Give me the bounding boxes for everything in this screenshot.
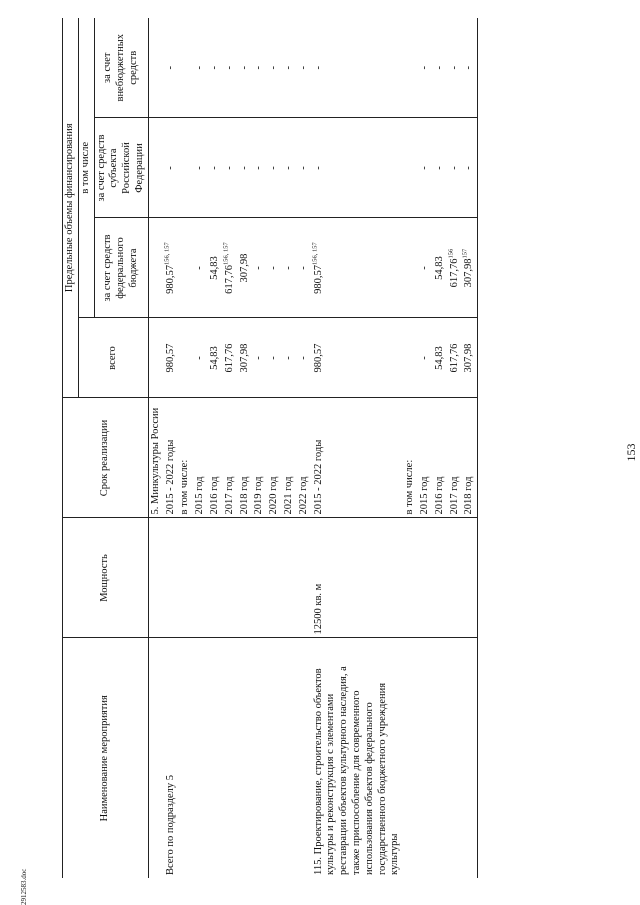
- cell-term-text: 2017 год: [223, 476, 235, 515]
- cell-federal: [418, 218, 433, 318]
- cell-term: [178, 398, 193, 518]
- cell-name: [418, 638, 433, 878]
- cell-capacity: [223, 518, 238, 638]
- cell-capacity: [448, 518, 463, 638]
- cell-total: [433, 318, 448, 398]
- cell-federal: [252, 218, 267, 318]
- col-header-capacity: Мощность: [63, 518, 149, 638]
- cell-term: [403, 398, 418, 518]
- cell-federal: [433, 218, 448, 318]
- cell-regional-text: -: [268, 166, 280, 170]
- cell-extrabudget-text: -: [418, 66, 430, 70]
- table-row: [148, 18, 163, 878]
- cell-total-text: 617,76: [223, 343, 235, 373]
- cell-regional-text: -: [282, 166, 294, 170]
- cell-total-text: -: [418, 356, 430, 360]
- cell-federal: [223, 218, 238, 318]
- cell-term-text: в том числе:: [404, 459, 416, 515]
- cell-term-text: 2015 год: [194, 476, 206, 515]
- cell-extrabudget: [208, 18, 223, 118]
- cell-extrabudget: [223, 18, 238, 118]
- cell-federal: [267, 218, 282, 318]
- cell-total-text: 307,98: [463, 343, 475, 373]
- cell-name-text: 115. Проектирование, строительство объектов культуры и реконструкция с элементами реставрации объектов культурного наследия, а также приспособление для современного использования объектов федерального государственного бюджетного учреждения культуры: [312, 666, 401, 875]
- cell-total-text: 980,57: [164, 343, 176, 373]
- cell-total-text: 54,83: [433, 346, 445, 370]
- cell-extrabudget: [403, 18, 418, 118]
- cell-federal: [297, 218, 312, 318]
- table-row: [164, 18, 179, 878]
- cell-extrabudget-text: -: [448, 66, 460, 70]
- cell-term-text: 2018 год: [463, 476, 475, 515]
- cell-extrabudget-text: -: [268, 66, 280, 70]
- cell-regional: [418, 118, 433, 218]
- cell-name: [403, 638, 418, 878]
- cell-regional-text: -: [238, 166, 250, 170]
- cell-extrabudget: [267, 18, 282, 118]
- cell-capacity: [193, 518, 208, 638]
- cell-capacity-text: 12500 кв. м: [312, 583, 324, 635]
- cell-regional: [297, 118, 312, 218]
- cell-capacity: [238, 518, 253, 638]
- table-row: [223, 18, 238, 878]
- cell-term: [164, 398, 179, 518]
- cell-regional-text: -: [253, 166, 265, 170]
- cell-capacity: [462, 518, 477, 638]
- table-row: [238, 18, 253, 878]
- cell-term: [312, 398, 404, 518]
- cell-federal: [282, 218, 297, 318]
- cell-extrabudget-text: -: [282, 66, 294, 70]
- table-row: [252, 18, 267, 878]
- cell-capacity: [282, 518, 297, 638]
- cell-total-text: -: [282, 356, 294, 360]
- cell-federal-text: 307,98: [463, 258, 475, 288]
- cell-federal: [403, 218, 418, 318]
- cell-total: [282, 318, 297, 398]
- footnote-ref: 156, 157: [222, 242, 230, 265]
- cell-total: [223, 318, 238, 398]
- cell-extrabudget-text: -: [433, 66, 445, 70]
- cell-total-text: 980,57: [312, 343, 324, 373]
- table-row: [297, 18, 312, 878]
- cell-total: [267, 318, 282, 398]
- cell-extrabudget-text: -: [208, 66, 220, 70]
- cell-extrabudget: [312, 18, 404, 118]
- cell-term-text: 2016 год: [433, 476, 445, 515]
- cell-federal-text: 54,83: [208, 256, 220, 280]
- cell-capacity: [267, 518, 282, 638]
- cell-federal-text: -: [268, 266, 280, 270]
- cell-total: [418, 318, 433, 398]
- cell-capacity: [148, 518, 163, 638]
- cell-capacity: [403, 518, 418, 638]
- cell-regional: [448, 118, 463, 218]
- col-header-including: в том числе: [78, 18, 94, 318]
- cell-regional: [433, 118, 448, 218]
- cell-extrabudget: [433, 18, 448, 118]
- cell-extrabudget: [418, 18, 433, 118]
- cell-term: [208, 398, 223, 518]
- cell-regional: [148, 118, 163, 218]
- col-header-federal: за счет средств федерального бюджета: [94, 218, 148, 318]
- cell-capacity: [252, 518, 267, 638]
- table-row: [433, 18, 448, 878]
- cell-total-text: 617,76: [448, 343, 460, 373]
- footnote-ref: 156, 157: [311, 242, 319, 265]
- cell-extrabudget: [282, 18, 297, 118]
- cell-term: [193, 398, 208, 518]
- file-name: 2912583.doc: [20, 868, 28, 905]
- cell-extrabudget-text: -: [223, 66, 235, 70]
- cell-regional-text: -: [433, 166, 445, 170]
- cell-extrabudget: [448, 18, 463, 118]
- col-header-regional: за счет средств субъекта Российской Федерации: [94, 118, 148, 218]
- cell-federal: [448, 218, 463, 318]
- cell-extrabudget-text: -: [164, 66, 176, 70]
- col-header-financing: Предельные объемы финансирования: [63, 18, 79, 398]
- financing-table: [62, 18, 478, 878]
- cell-regional-text: -: [312, 166, 324, 170]
- cell-term-text: 5. Минкультуры России: [149, 407, 161, 515]
- cell-federal-text: -: [418, 266, 430, 270]
- cell-term-text: в том числе:: [179, 459, 191, 515]
- cell-federal: [462, 218, 477, 318]
- cell-name: [208, 638, 223, 878]
- cell-term-text: 2015 - 2022 годы: [164, 439, 176, 515]
- cell-regional: [164, 118, 179, 218]
- cell-term: [267, 398, 282, 518]
- cell-name: [252, 638, 267, 878]
- cell-name: [164, 638, 179, 878]
- cell-total: [238, 318, 253, 398]
- cell-federal: [238, 218, 253, 318]
- cell-name: [297, 638, 312, 878]
- cell-total-text: 307,98: [238, 343, 250, 373]
- cell-federal-text: -: [297, 266, 309, 270]
- cell-extrabudget-text: -: [238, 66, 250, 70]
- cell-extrabudget: [193, 18, 208, 118]
- cell-total: [178, 318, 193, 398]
- cell-regional: [223, 118, 238, 218]
- cell-federal: [148, 218, 163, 318]
- cell-federal: [164, 218, 179, 318]
- cell-term-text: 2016 год: [208, 476, 220, 515]
- table-row: [208, 18, 223, 878]
- cell-regional: [252, 118, 267, 218]
- cell-federal-text: 980,57: [164, 264, 176, 294]
- cell-term: [418, 398, 433, 518]
- cell-federal-text: -: [194, 266, 206, 270]
- cell-capacity: [297, 518, 312, 638]
- cell-capacity: [208, 518, 223, 638]
- cell-regional-text: -: [223, 166, 235, 170]
- cell-extrabudget-text: -: [194, 66, 206, 70]
- cell-extrabudget: [252, 18, 267, 118]
- cell-federal: [312, 218, 404, 318]
- footnote-ref: 156, 157: [163, 242, 171, 265]
- cell-regional-text: -: [418, 166, 430, 170]
- cell-total-text: -: [194, 356, 206, 360]
- cell-total: [297, 318, 312, 398]
- cell-name: [433, 638, 448, 878]
- cell-regional-text: -: [164, 166, 176, 170]
- cell-name: [223, 638, 238, 878]
- cell-extrabudget: [462, 18, 477, 118]
- cell-regional: [462, 118, 477, 218]
- cell-capacity: [433, 518, 448, 638]
- cell-capacity: [178, 518, 193, 638]
- footnote-ref: 157: [461, 248, 469, 259]
- cell-term: [433, 398, 448, 518]
- cell-term: [238, 398, 253, 518]
- cell-regional: [267, 118, 282, 218]
- cell-extrabudget: [238, 18, 253, 118]
- table-row: [282, 18, 297, 878]
- cell-name: [282, 638, 297, 878]
- cell-federal-text: 617,76: [448, 258, 460, 288]
- cell-name: [267, 638, 282, 878]
- cell-total: [403, 318, 418, 398]
- cell-name: [148, 638, 163, 878]
- page-number: 153: [624, 443, 638, 462]
- cell-term-text: 2015 - 2022 годы: [312, 439, 324, 515]
- table-row: [448, 18, 463, 878]
- cell-term: [252, 398, 267, 518]
- cell-extrabudget: [148, 18, 163, 118]
- cell-federal-text: -: [253, 266, 265, 270]
- cell-regional: [178, 118, 193, 218]
- cell-extrabudget-text: -: [463, 66, 475, 70]
- cell-term-text: 2021 год: [282, 476, 294, 515]
- cell-term: [223, 398, 238, 518]
- table-row: [462, 18, 477, 878]
- cell-federal: [193, 218, 208, 318]
- cell-regional-text: -: [297, 166, 309, 170]
- cell-term: [282, 398, 297, 518]
- cell-extrabudget-text: -: [253, 66, 265, 70]
- cell-regional: [312, 118, 404, 218]
- table-row: [312, 18, 404, 878]
- cell-extrabudget-text: -: [312, 66, 324, 70]
- cell-total: [193, 318, 208, 398]
- cell-regional: [193, 118, 208, 218]
- cell-federal-text: 980,57: [312, 264, 324, 294]
- cell-name: [462, 638, 477, 878]
- cell-regional: [208, 118, 223, 218]
- cell-name: [448, 638, 463, 878]
- cell-regional: [403, 118, 418, 218]
- cell-federal-text: 54,83: [433, 256, 445, 280]
- table-body: [148, 18, 477, 878]
- footnote-ref: 156: [447, 248, 455, 259]
- col-header-name: Наименование мероприятия: [63, 638, 149, 878]
- cell-name: [312, 638, 404, 878]
- cell-name: [193, 638, 208, 878]
- cell-total: [208, 318, 223, 398]
- cell-capacity: [164, 518, 179, 638]
- cell-total: [252, 318, 267, 398]
- cell-federal-text: 617,76: [223, 264, 235, 294]
- cell-total: [462, 318, 477, 398]
- cell-term-text: 2022 год: [297, 476, 309, 515]
- cell-regional-text: -: [208, 166, 220, 170]
- cell-regional-text: -: [463, 166, 475, 170]
- table-row: [403, 18, 418, 878]
- cell-term: [148, 398, 163, 518]
- cell-regional-text: -: [448, 166, 460, 170]
- col-header-term: Срок реализации: [63, 398, 149, 518]
- cell-term-text: 2015 год: [418, 476, 430, 515]
- col-header-extrabudget: за счет внебюджетных средств: [94, 18, 148, 118]
- cell-federal-text: -: [282, 266, 294, 270]
- cell-total-text: -: [253, 356, 265, 360]
- cell-term: [448, 398, 463, 518]
- table-row: [178, 18, 193, 878]
- cell-total: [148, 318, 163, 398]
- cell-name-text: Всего по подразделу 5: [164, 774, 176, 875]
- cell-term-text: 2017 год: [448, 476, 460, 515]
- cell-federal: [208, 218, 223, 318]
- cell-regional-text: -: [194, 166, 206, 170]
- cell-name: [178, 638, 193, 878]
- cell-total: [312, 318, 404, 398]
- table-row: [193, 18, 208, 878]
- cell-term: [297, 398, 312, 518]
- table-row: [418, 18, 433, 878]
- cell-federal-text: 307,98: [238, 253, 250, 283]
- cell-term-text: 2020 год: [268, 476, 280, 515]
- cell-term-text: 2019 год: [253, 476, 265, 515]
- cell-capacity: [312, 518, 404, 638]
- cell-name: [238, 638, 253, 878]
- cell-term: [462, 398, 477, 518]
- cell-extrabudget: [178, 18, 193, 118]
- cell-extrabudget-text: -: [297, 66, 309, 70]
- cell-regional: [282, 118, 297, 218]
- cell-term-text: 2018 год: [238, 476, 250, 515]
- cell-total-text: -: [268, 356, 280, 360]
- col-header-total: всего: [78, 318, 148, 398]
- cell-total-text: 54,83: [208, 346, 220, 370]
- cell-total: [448, 318, 463, 398]
- cell-regional: [238, 118, 253, 218]
- cell-capacity: [418, 518, 433, 638]
- cell-federal: [178, 218, 193, 318]
- cell-total-text: -: [297, 356, 309, 360]
- cell-extrabudget: [297, 18, 312, 118]
- cell-extrabudget: [164, 18, 179, 118]
- table-row: [267, 18, 282, 878]
- cell-total: [164, 318, 179, 398]
